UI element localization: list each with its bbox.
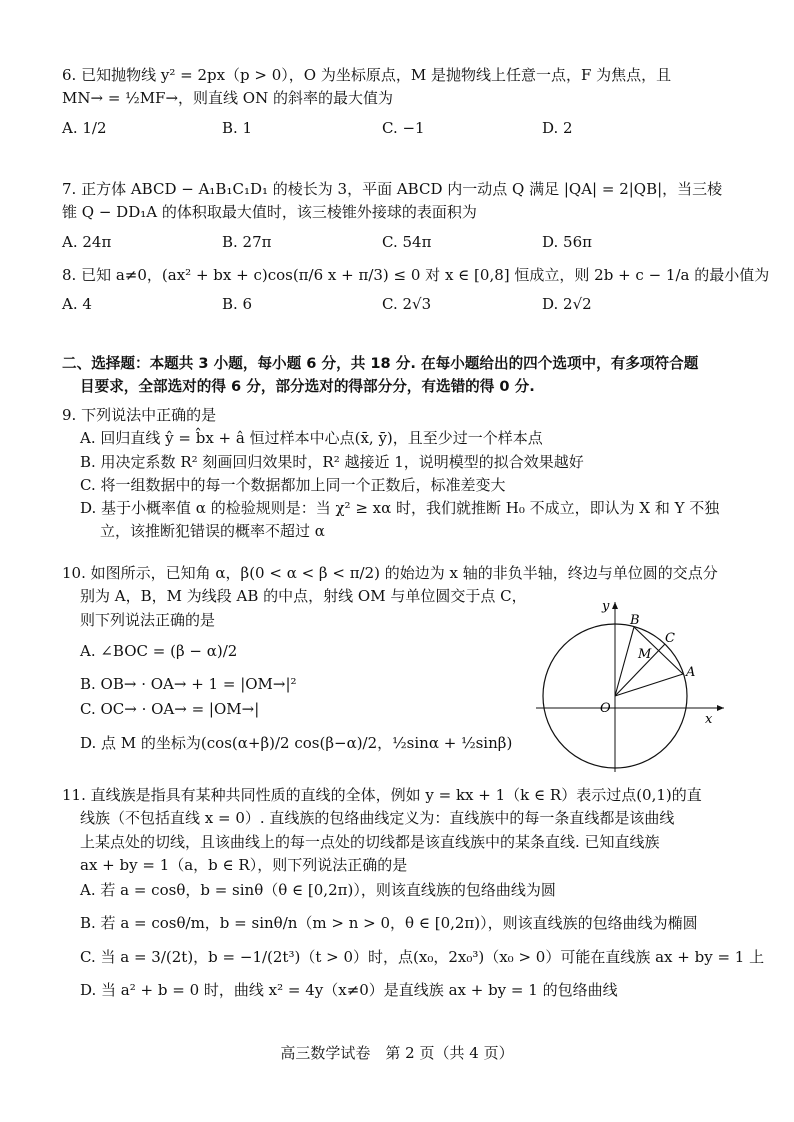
question-7: [62, 178, 754, 254]
q10-option-b: B. OB→ · OA→ + 1 = |OM→|²: [80, 675, 297, 693]
q6-option-d: D. 2: [542, 118, 573, 137]
q9-option-d: D. 基于小概率值 α 的检验规则是：当 χ² ≥ xα 时，我们就推断 H₀ 不成立，即认为 X 和 Y 不独: [80, 499, 720, 517]
q8-option-c: C. 2√3: [382, 295, 432, 314]
q7-options: [62, 231, 754, 254]
q6-option-a: A. 1/2: [62, 118, 107, 137]
q11-option-d: D. 当 a² + b = 0 时，曲线 x² = 4y（x≠0）是直线族 ax + by = 1 的包络曲线: [80, 980, 618, 999]
q8-options: [62, 293, 754, 316]
q11-option-a: A. 若 a = cosθ，b = sinθ（θ ∈ [0,2π)），则该直线族的包络曲线为圆: [80, 881, 556, 899]
section-2-line2: 目要求，全部选对的得 6 分，部分选对的得部分分，有选错的得 0 分.: [80, 378, 535, 396]
q11-line2: 线族（不包括直线 x = 0）. 直线族的包络曲线定义为：直线族中的每一条直线都是该曲线: [80, 809, 675, 828]
q9-option-a: A. 回归直线 ŷ = b̂x + â 恒过样本中心点(x̄, ȳ)，且至少过一个样本点: [80, 429, 543, 448]
y-axis-arrow: [612, 602, 618, 609]
section-2-heading: [62, 352, 764, 399]
q11-option-c: C. 当 a = 3/(2t)，b = −1/(2t³)（t > 0）时，点(x₀，2x₀³)（x₀ > 0）可能在直线族 ax + by = 1 上: [80, 947, 765, 966]
q11-line3: 上某点处的切线，且该曲线上的每一点处的切线都是该直线族中的某条直线. 已知直线族: [80, 832, 660, 851]
q10-line2: 别为 A，B，M 为线段 AB 的中点，射线 OM 与单位圆交于点 C，: [80, 587, 527, 606]
label-x: x: [705, 712, 713, 727]
question-11: [62, 784, 765, 1002]
q9-option-c: C. 将一组数据中的每一个数据都加上同一个正数后，标准差变大: [80, 475, 506, 494]
question-6: [62, 64, 754, 140]
label-a: A: [686, 665, 696, 680]
q6-options: [62, 117, 754, 140]
q6-line1: 6. 已知抛物线 y² = 2px（p > 0），O 为坐标原点，M 是抛物线上任意一点，F 为焦点，且: [62, 66, 672, 84]
q6-option-c: C. −1: [382, 118, 425, 137]
q9-stem: 9. 下列说法中正确的是: [62, 406, 217, 424]
question-9: [62, 404, 754, 544]
q7-line1: 7. 正方体 ABCD − A₁B₁C₁D₁ 的棱长为 3，平面 ABCD 内一动点 Q 满足 |QA| = 2|QB|，当三棱: [62, 180, 723, 198]
unit-circle-figure: [528, 596, 728, 776]
page-footer: 高三数学试卷 第 2 页（共 4 页）: [280, 1044, 514, 1062]
q7-option-a: A. 24π: [62, 232, 112, 251]
label-b: B: [630, 613, 640, 628]
label-m: M: [638, 647, 652, 662]
q8-option-d: D. 2√2: [542, 295, 592, 314]
q8-line1: 8. 已知 a≠0，(ax² + bx + c)cos(π/6 x + π/3) ≤ 0 对 x ∈ [0,8] 恒成立，则 2b + c − 1/a 的最小值为: [62, 266, 770, 284]
q7-option-d: D. 56π: [542, 232, 592, 251]
q10-option-d: D. 点 M 的坐标为(cos(α+β)/2 cos(β−α)/2，½sinα + ½sinβ): [80, 733, 513, 752]
q8-option-b: B. 6: [222, 295, 253, 314]
label-c: C: [665, 631, 675, 646]
x-axis-arrow: [717, 705, 724, 711]
q11-option-b: B. 若 a = cosθ/m，b = sinθ/n（m > n > 0，θ ∈ [0,2π)），则该直线族的包络曲线为椭圆: [80, 914, 698, 933]
q6-option-b: B. 1: [222, 118, 253, 137]
q10-option-a: A. ∠BOC = (β − α)/2: [80, 641, 238, 660]
q7-option-c: C. 54π: [382, 232, 432, 251]
label-y: y: [602, 599, 610, 614]
q8-option-a: A. 4: [62, 295, 92, 314]
q11-line1: 11. 直线族是指具有某种共同性质的直线的全体，例如 y = kx + 1（k ∈ R）表示过点(0,1)的直: [62, 786, 702, 804]
q6-line2: MN→ = ½MF→，则直线 ON 的斜率的最大值为: [62, 89, 393, 108]
label-o: O: [600, 701, 611, 716]
q9-option-d-cont: 立，该推断犯错误的概率不超过 α: [100, 522, 325, 541]
q10-line1: 10. 如图所示，已知角 α，β(0 < α < β < π/2) 的始边为 x 轴的非负半轴，终边与单位圆的交点分: [62, 564, 718, 582]
q10-option-c: C. OC→ · OA→ = |OM→|: [80, 700, 260, 719]
q7-line2: 锥 Q − DD₁A 的体积取最大值时，该三棱锥外接球的表面积为: [62, 203, 477, 222]
question-8: [62, 264, 770, 317]
q10-line3: 则下列说法正确的是: [80, 610, 216, 629]
q11-line4: ax + by = 1（a，b ∈ R），则下列说法正确的是: [80, 855, 408, 874]
section-2-line1: 二、选择题：本题共 3 小题，每小题 6 分，共 18 分. 在每小题给出的四个选项中，有多项符合题: [62, 355, 699, 372]
q7-option-b: B. 27π: [222, 232, 272, 251]
q9-option-b: B. 用决定系数 R² 刻画回归效果时，R² 越接近 1，说明模型的拟合效果越好: [80, 452, 584, 471]
